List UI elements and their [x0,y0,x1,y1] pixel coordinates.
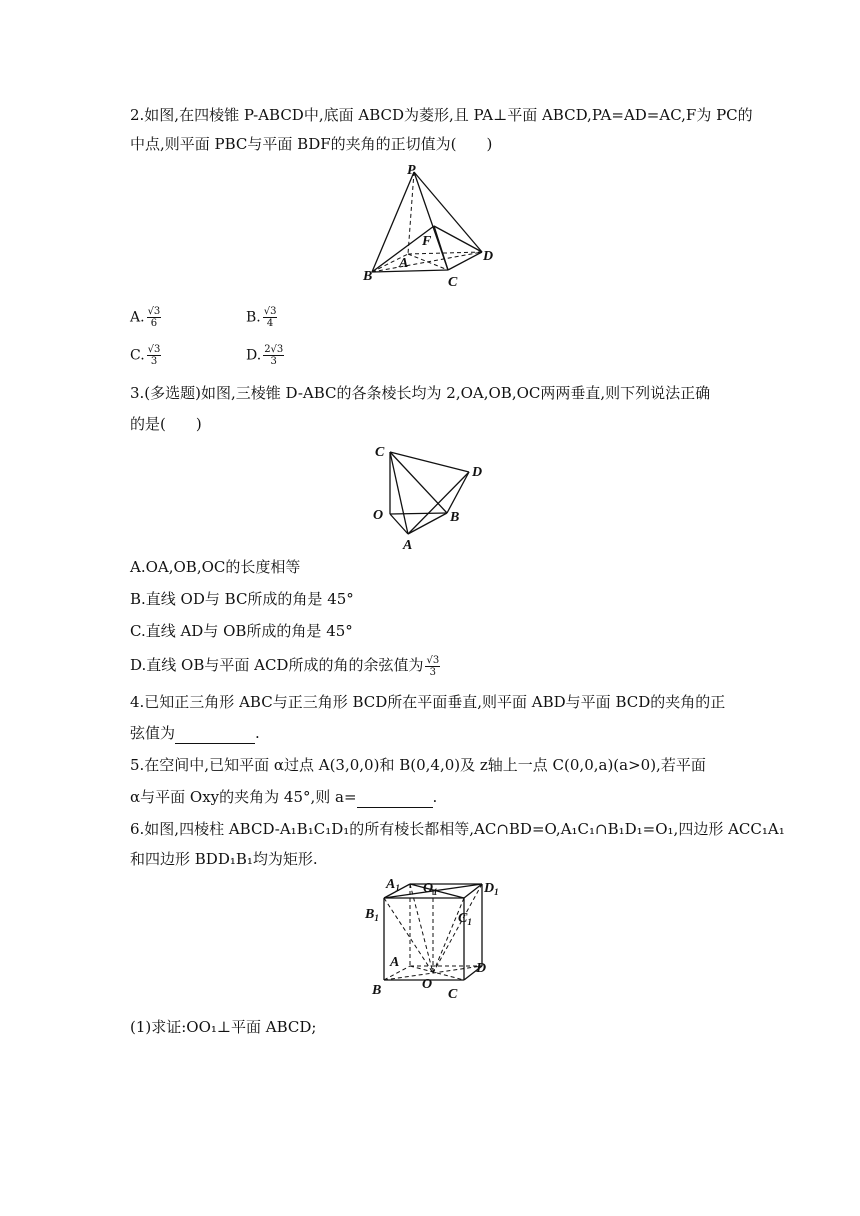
q2-label-B: B [363,269,373,284]
q3-label-A: A [403,538,413,553]
q6-label-D1: $D_1$ [484,881,499,897]
q4-line-2: 弦值为 . [130,724,260,742]
q3-label-D: D [472,465,483,480]
q6-label-C: C [448,987,458,1002]
q2-label-P: P [407,163,416,178]
q5-line-1: 5.在空间中,已知平面 α过点 A(3,0,0)和 B(0,4,0)及 z轴上一点 C(0,0,a)(a>0),若平面 [130,756,706,774]
q2-label-F: F [422,234,432,249]
q6-part-1: (1)求证:OO₁⊥平面 ABCD; [130,1018,317,1036]
q5-answer-blank[interactable] [357,791,433,808]
q3-label-O: O [373,508,384,523]
q2-option-b: B. $\frac{√3}{4}$ [246,306,277,329]
q6-label-D: D [476,961,487,976]
q3-label-B: B [450,510,460,525]
q2-line-2: 中点,则平面 PBC与平面 BDF的夹角的正切值为( ) [130,135,493,153]
q4-answer-blank[interactable] [175,727,255,744]
q5-line-2: α与平面 Oxy的夹角为 45°,则 a= . [130,788,438,806]
q6-label-O: O [422,977,433,992]
q4-line-1: 4.已知正三角形 ABC与正三角形 BCD所在平面垂直,则平面 ABD与平面 BCD的夹角的正 [130,693,726,711]
q2-line-1: 2.如图,在四棱锥 P-ABCD中,底面 ABCD为菱形,且 PA⊥平面 ABCD,PA=AD=AC,F为 PC的 [130,106,753,124]
q3-line-1: 3.(多选题)如图,三棱锥 D-ABC的各条棱长均为 2,OA,OB,OC两两垂直,则下列说法正确 [130,384,711,402]
q3-tetrahedron-figure [368,438,498,553]
q2-label-D: D [483,249,494,264]
q6-label-O1: $O_1$ [423,881,438,897]
q6-line-1: 6.如图,四棱柱 ABCD-A₁B₁C₁D₁的所有棱长都相等,AC∩BD=O,A₁C₁∩B₁D₁=O₁,四边形 ACC₁A₁ [130,820,785,838]
q2-pyramid-figure [362,162,512,292]
q3-option-c: C.直线 AD与 OB所成的角是 45° [130,622,353,640]
q2-option-a: A. $\frac{√3}{6}$ [130,306,161,329]
q3-option-d: D.直线 OB与平面 ACD所成的角的余弦值为 $\frac{√3}{3}$ [130,654,440,678]
q2-label-A: A [399,256,409,271]
q6-label-B1: $B_1$ [365,907,379,923]
q6-label-A: A [390,955,400,970]
q3-line-2: 的是( ) [130,415,202,433]
q2-label-C: C [448,275,458,290]
q6-line-2: 和四边形 BDD₁B₁均为矩形. [130,850,318,868]
q2-option-c: C. $\frac{√3}{3}$ [130,344,161,367]
q6-label-A1: $A_1$ [386,877,400,893]
q6-label-C1: $C_1$ [458,911,472,927]
q6-label-B: B [372,983,382,998]
q3-option-a: A.OA,OB,OC的长度相等 [130,558,301,576]
q2-option-d: D. $\frac{2√3}{3}$ [246,344,284,367]
q3-option-b: B.直线 OD与 BC所成的角是 45° [130,590,354,608]
q6-prism-figure [362,874,502,1009]
q3-label-C: C [375,445,385,460]
